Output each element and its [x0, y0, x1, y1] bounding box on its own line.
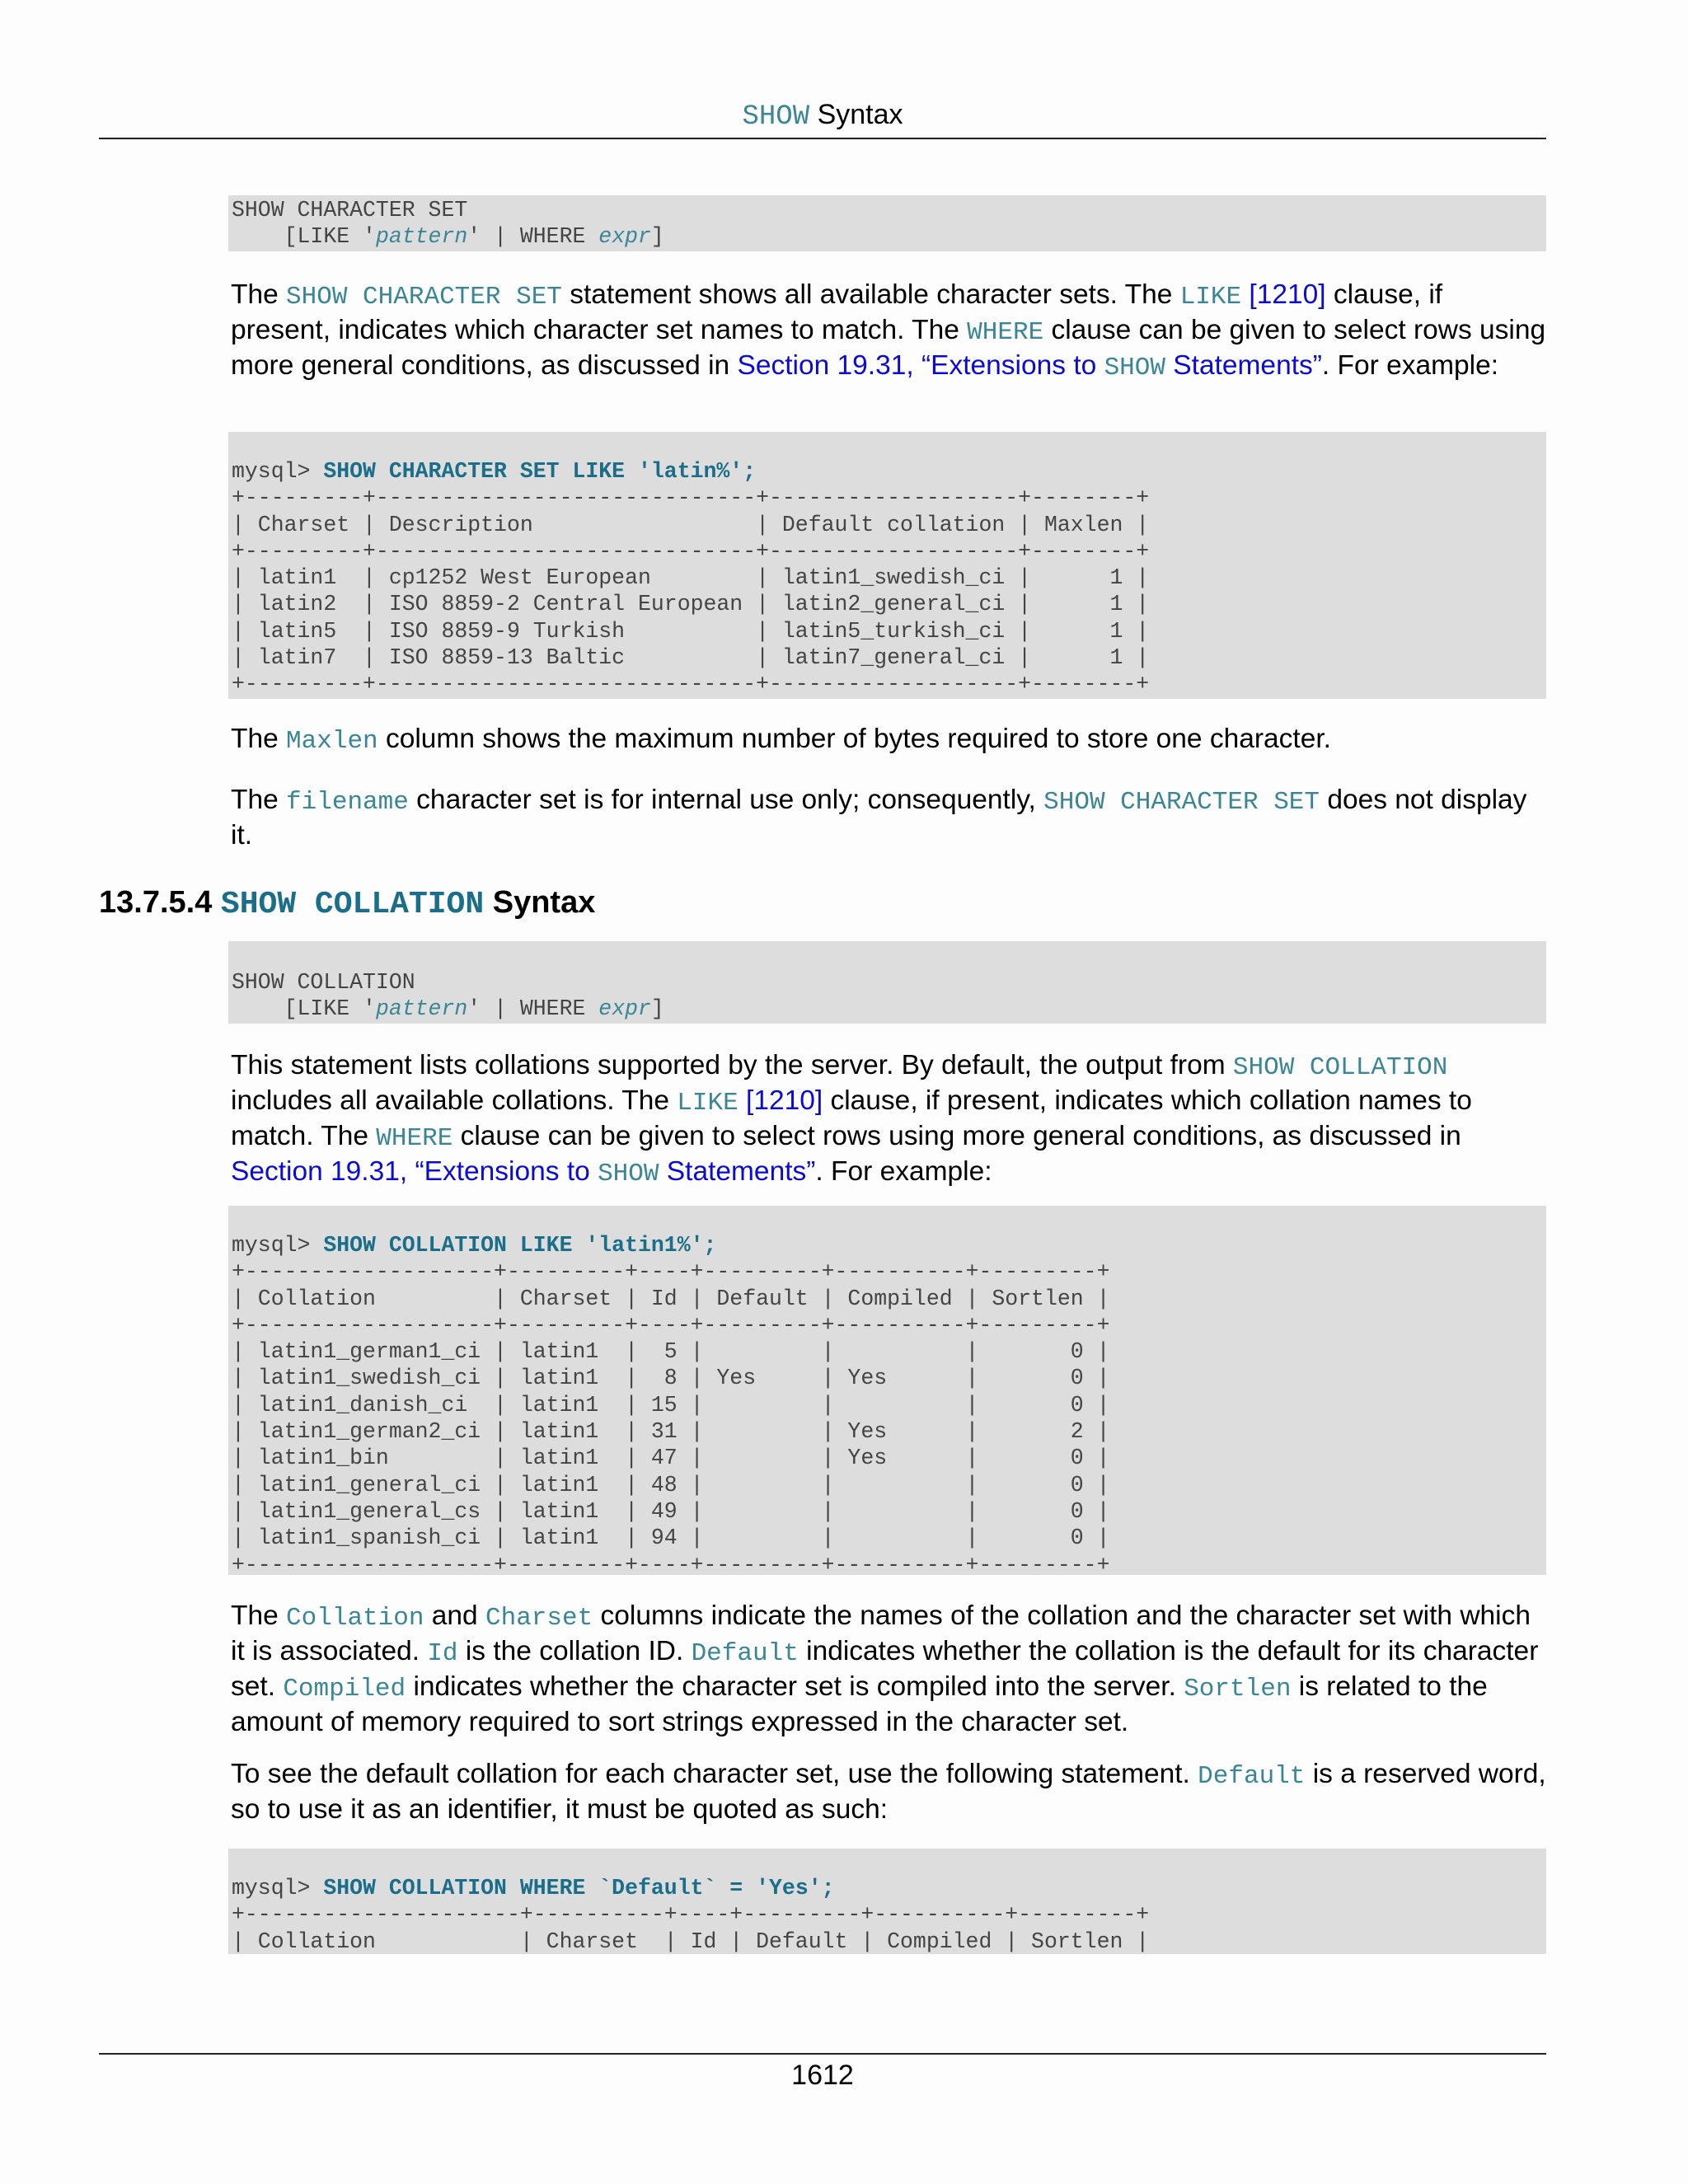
table-output-line: +-------------------+---------+----+---------+----------+---------+	[232, 1259, 1110, 1285]
text: indicates whether the character set is compiled into the server.	[406, 1671, 1184, 1702]
code-literal: WHERE	[376, 1124, 453, 1153]
text: . For example:	[815, 1156, 992, 1187]
code-line	[232, 458, 1546, 485]
code-text: ' | WHERE	[467, 224, 599, 250]
mysql-prompt: mysql>	[232, 459, 324, 484]
code-literal: SHOW	[598, 1160, 659, 1188]
code-literal: SHOW COLLATION	[1232, 1053, 1448, 1082]
text: indicates whether the collation is the default for its character set.	[231, 1636, 1539, 1702]
table-output-line: +-------------------+---------+----+---------+----------+---------+	[232, 1552, 1110, 1575]
header-text: Syntax	[817, 99, 903, 130]
text: includes all available collations. The	[231, 1085, 678, 1116]
paragraph-default-collation	[231, 1758, 1546, 1826]
text: The	[231, 724, 287, 754]
text: columns indicate the names of the collation and the character set with which it is associated.	[231, 1601, 1531, 1666]
code-var-pattern: pattern	[375, 996, 468, 1022]
code-literal: LIKE	[677, 1089, 738, 1118]
mysql-prompt: mysql>	[232, 1876, 324, 1900]
code-literal: Sortlen	[1184, 1675, 1292, 1704]
code-line: SHOW CHARACTER SET	[232, 198, 468, 223]
code-show-collation-where-default	[228, 1849, 1546, 1954]
text: clause can be given to select rows using more general conditions, as discussed in	[231, 315, 1546, 381]
table-output-line: | latin1 | cp1252 West European | latin1_swedish_ci | 1 |	[232, 565, 1150, 591]
code-literal: Maxlen	[286, 727, 378, 756]
sql-command: SHOW COLLATION LIKE 'latin1%';	[323, 1233, 717, 1258]
text: This statement lists collations supported by the server. By default, the output from	[231, 1050, 1233, 1080]
text: is related to the amount of memory required to sort strings expressed in the character set.	[231, 1671, 1488, 1737]
table-output-line: | latin1_bin | latin1 | 47 | | Yes | 0 |	[232, 1446, 1110, 1471]
text: . For example:	[1321, 350, 1499, 381]
result-table	[232, 1258, 1546, 1575]
result-table	[232, 485, 1546, 697]
table-output-line: | latin2 | ISO 8859-2 Central European | latin2_general_ci | 1 |	[232, 592, 1150, 617]
code-literal: SHOW CHARACTER SET	[1043, 788, 1320, 817]
page-header	[99, 97, 1546, 134]
section-link[interactable]	[231, 1156, 815, 1187]
code-literal: Collation	[286, 1604, 424, 1633]
section-title-text: Syntax	[484, 885, 596, 920]
table-output-line: | latin1_swedish_ci | latin1 | 8 | Yes | Yes | 0 |	[232, 1366, 1110, 1391]
mysql-prompt: mysql>	[232, 1233, 324, 1258]
code-line: SHOW COLLATION	[232, 970, 415, 995]
table-output-line: | latin1_german2_ci | latin1 | 31 | | Yes | 2 |	[232, 1419, 1110, 1445]
code-literal: LIKE	[1179, 283, 1242, 312]
text: To see the default collation for each character set, use the following statement.	[231, 1759, 1198, 1789]
text: does not display it.	[231, 785, 1527, 851]
code-literal: SHOW	[1104, 354, 1165, 382]
paragraph-collation-columns	[231, 1600, 1546, 1739]
paragraph-filename	[231, 784, 1546, 852]
link-text: Section 19.31, “Extensions to	[231, 1156, 598, 1187]
code-literal: Compiled	[283, 1675, 406, 1704]
table-output-line: | Collation | Charset | Id | Default | Compiled | Sortlen |	[232, 1929, 1150, 1954]
section-heading	[99, 883, 595, 924]
text: character set is for internal use only; consequently,	[408, 785, 1044, 815]
text: The	[231, 279, 287, 310]
sql-command: SHOW CHARACTER SET LIKE 'latin%';	[323, 459, 757, 484]
table-output-line: | latin7 | ISO 8859-13 Baltic | latin7_general_ci | 1 |	[232, 645, 1150, 671]
sql-command: SHOW COLLATION WHERE `Default` = 'Yes';	[323, 1876, 835, 1900]
table-output-line: | latin1_general_ci | latin1 | 48 | | | 0 |	[232, 1472, 1110, 1497]
code-show-collation-example	[228, 1206, 1546, 1575]
text: The	[231, 1601, 287, 1631]
paragraph-collation-intro	[231, 1049, 1546, 1191]
page-ref-link[interactable]: [1210]	[1241, 279, 1326, 310]
code-line	[232, 996, 1546, 1022]
text: and	[424, 1601, 485, 1631]
code-text: ' | WHERE	[467, 996, 599, 1022]
code-text: ]	[650, 224, 664, 250]
code-var-expr: expr	[598, 996, 651, 1022]
code-text: ]	[650, 996, 664, 1022]
code-text: [LIKE '	[232, 224, 376, 250]
table-output-line: | latin5 | ISO 8859-9 Turkish | latin5_turkish_ci | 1 |	[232, 618, 1150, 644]
header-rule	[99, 138, 1546, 139]
code-var-expr: expr	[598, 224, 651, 250]
paragraph-character-set-intro	[231, 279, 1546, 385]
text: The	[231, 785, 287, 815]
table-output-line: +---------+-----------------------------+-------------------+--------+	[232, 672, 1150, 697]
code-literal: WHERE	[967, 318, 1044, 347]
table-output-line: | latin1_general_cs | latin1 | 49 | | | 0 |	[232, 1498, 1110, 1524]
text: is the collation ID.	[457, 1636, 692, 1666]
table-output-line: +-------------------+---------+----+---------+----------+---------+	[232, 1312, 1110, 1338]
code-literal: Charset	[485, 1604, 593, 1633]
link-text: Statements”	[659, 1156, 816, 1187]
table-output-line: | Charset | Description | Default collation | Maxlen |	[232, 512, 1150, 537]
text: is a reserved word, so to use it as an identifier, it must be quoted as such:	[231, 1759, 1546, 1825]
code-text: [LIKE '	[232, 996, 376, 1022]
code-show-character-set-example	[228, 432, 1546, 699]
link-text: Section 19.31, “Extensions to	[737, 350, 1104, 381]
footer-rule	[99, 2053, 1546, 2055]
code-show-character-set-syntax	[228, 195, 1546, 251]
table-output-line: | latin1_german1_ci | latin1 | 5 | | | 0 |	[232, 1339, 1110, 1365]
link-text: Statements”	[1165, 350, 1322, 381]
section-code: SHOW COLLATION	[220, 887, 485, 922]
code-line	[232, 1875, 1546, 1901]
table-output-line: +---------------------+----------+----+---------+----------+---------+	[232, 1902, 1150, 1928]
section-link[interactable]	[738, 350, 1322, 381]
code-line	[232, 223, 1546, 250]
code-literal: Default	[691, 1639, 799, 1668]
code-literal: SHOW CHARACTER SET	[286, 283, 562, 312]
code-line	[232, 1232, 1546, 1258]
paragraph-maxlen	[231, 723, 1546, 758]
text: clause can be given to select rows using more general conditions, as discussed in	[452, 1121, 1461, 1151]
text: statement shows all available character sets. The	[561, 279, 1180, 310]
header-code: SHOW	[742, 101, 810, 133]
text: clause, if present, indicates which character set names to match. The	[231, 279, 1443, 345]
code-var-pattern: pattern	[375, 224, 468, 250]
code-show-collation-syntax	[228, 941, 1546, 1024]
code-literal: Default	[1198, 1762, 1306, 1791]
text: clause, if present, indicates which collation names to match. The	[231, 1085, 1472, 1151]
result-table	[232, 1901, 1546, 1954]
page-number: 1612	[791, 2060, 854, 2091]
table-output-line: | latin1_danish_ci | latin1 | 15 | | | 0 |	[232, 1392, 1110, 1418]
code-literal: filename	[286, 788, 409, 817]
page-ref-link[interactable]: [1210]	[738, 1085, 823, 1116]
code-literal: Id	[427, 1639, 458, 1668]
table-output-line: +---------+-----------------------------+-------------------+--------+	[232, 485, 1150, 511]
table-output-line: | latin1_spanish_ci | latin1 | 94 | | | 0 |	[232, 1526, 1110, 1551]
text: column shows the maximum number of bytes required to store one character.	[377, 724, 1331, 754]
section-number: 13.7.5.4	[99, 885, 221, 920]
table-output-line: +---------+-----------------------------+-------------------+--------+	[232, 538, 1150, 564]
table-output-line: | Collation | Charset | Id | Default | Compiled | Sortlen |	[232, 1286, 1110, 1311]
